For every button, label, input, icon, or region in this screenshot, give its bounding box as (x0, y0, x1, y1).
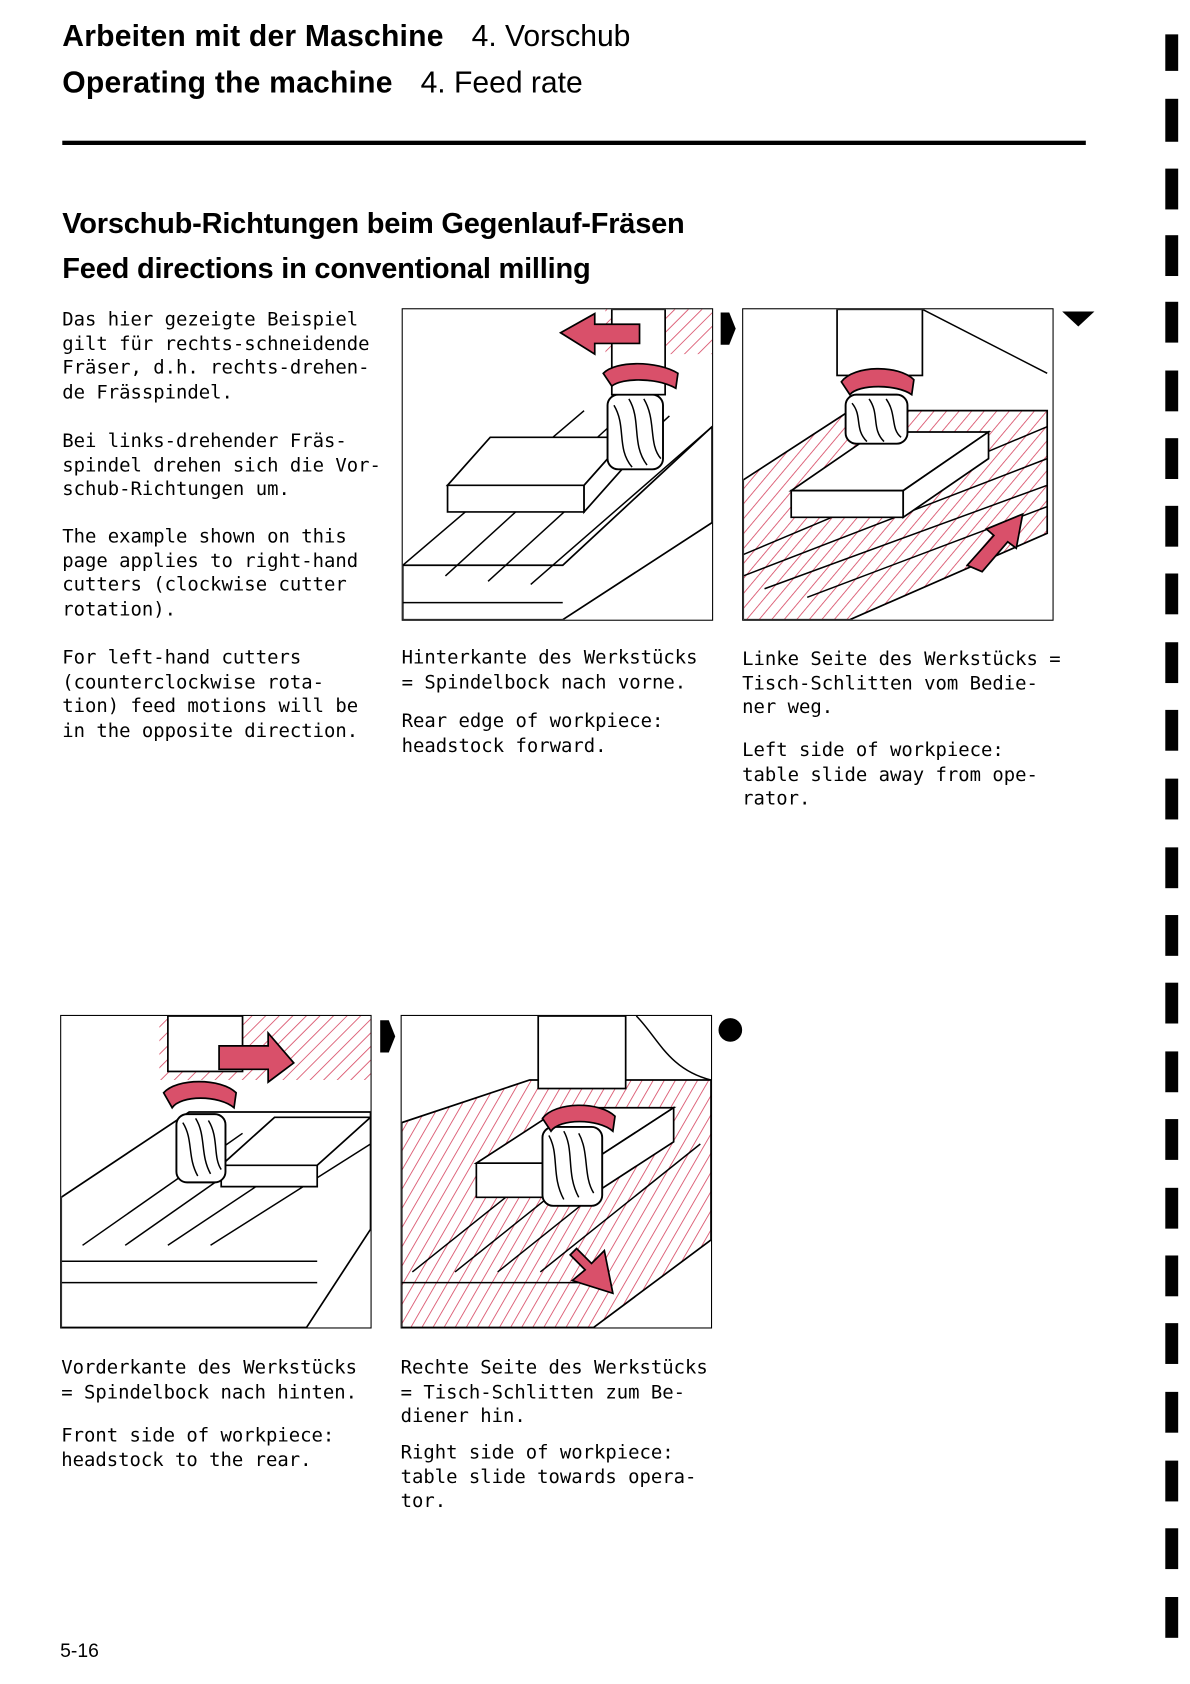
page-number: 5-16 (60, 1639, 99, 1662)
edge-bar (1165, 506, 1178, 547)
edge-bar (1165, 574, 1178, 615)
caption-rear-edge-en: Rear edge of workpiece: headstock forward. (401, 710, 664, 757)
edge-bar (1165, 1528, 1178, 1569)
edge-bar (1165, 1051, 1178, 1092)
intro-paragraph-3: The example shown on this page applies to right-hand cutters (clockwise cutter rotation). (62, 526, 359, 621)
end-marker-icon (716, 1016, 744, 1044)
header-en-title: Operating the machine (62, 65, 393, 99)
illustration-left-side (742, 308, 1053, 621)
header-de-section: 4. Vorschub (471, 19, 631, 53)
caption-right-side-de: Rechte Seite des Werkstücks = Tisch-Schlitten zum Be- diener hin. (400, 1357, 708, 1428)
caption-left-side-de: Linke Seite des Werkstücks = Tisch-Schlitten vom Bedie- ner weg. (742, 648, 1061, 719)
caption-rear-edge-de: Hinterkante des Werkstücks = Spindelbock nach vorne. (401, 647, 698, 694)
continue-marker-icon (378, 1018, 397, 1055)
milling-drawing-rear-edge (403, 309, 712, 619)
section-title-de: Vorschub-Richtungen beim Gegenlauf-Fräsen (62, 207, 685, 240)
header-de (62, 19, 630, 53)
down-marker-icon (1060, 307, 1097, 328)
caption-left-side-en: Left side of workpiece: table slide away from ope- rator. (742, 739, 1038, 810)
edge-bar (1165, 99, 1178, 142)
continue-marker-icon (719, 310, 738, 347)
section-title-en: Feed directions in conventional milling (62, 252, 591, 285)
edge-bar (1165, 1323, 1178, 1364)
caption-front-side-en: Front side of workpiece: headstock to the rear. (61, 1425, 335, 1471)
header-en (62, 66, 582, 100)
edge-bar (1165, 915, 1178, 956)
edge-bar (1165, 779, 1178, 820)
milling-drawing-left-side (743, 309, 1052, 619)
header-en-section: 4. Feed rate (420, 65, 583, 99)
edge-bar (1165, 371, 1178, 412)
edge-bar (1165, 1119, 1178, 1160)
edge-bar (1165, 235, 1178, 276)
intro-paragraph-2: Bei links-drehender Fräs- spindel drehen sich die Vor- schub-Richtungen um. (62, 430, 381, 501)
edge-bar (1165, 169, 1178, 210)
caption-right-side-en: Right side of workpiece: table slide towards opera- tor. (400, 1442, 697, 1513)
edge-bar (1165, 642, 1178, 683)
edge-bar (1165, 983, 1178, 1024)
illustration-front-side (60, 1015, 371, 1329)
edge-bar (1165, 302, 1178, 343)
header-rule (62, 141, 1086, 145)
edge-bar (1165, 1461, 1178, 1502)
edge-bar (1165, 1188, 1178, 1229)
edge-bar (1165, 438, 1178, 479)
illustration-right-side (401, 1015, 712, 1329)
header-de-title: Arbeiten mit der Maschine (62, 19, 444, 53)
milling-drawing-right-side (402, 1016, 711, 1327)
milling-drawing-front-side (61, 1016, 370, 1327)
edge-bar (1165, 1597, 1178, 1638)
illustration-rear-edge (402, 308, 713, 621)
edge-bar (1165, 34, 1178, 71)
intro-paragraph-1: Das hier gezeigte Beispiel gilt für rechts-schneidende Fräser, d.h. rechts-drehen- de Frässpindel. (62, 309, 370, 404)
edge-bar (1165, 1255, 1178, 1296)
edge-bar (1165, 847, 1178, 888)
edge-bar (1165, 710, 1178, 751)
edge-bar (1165, 1392, 1178, 1433)
intro-paragraph-4: For left-hand cutters (counterclockwise rota- tion) feed motions will be in the opposite direction. (62, 647, 359, 742)
caption-front-side-de: Vorderkante des Werkstücks = Spindelbock nach hinten. (61, 1357, 358, 1404)
